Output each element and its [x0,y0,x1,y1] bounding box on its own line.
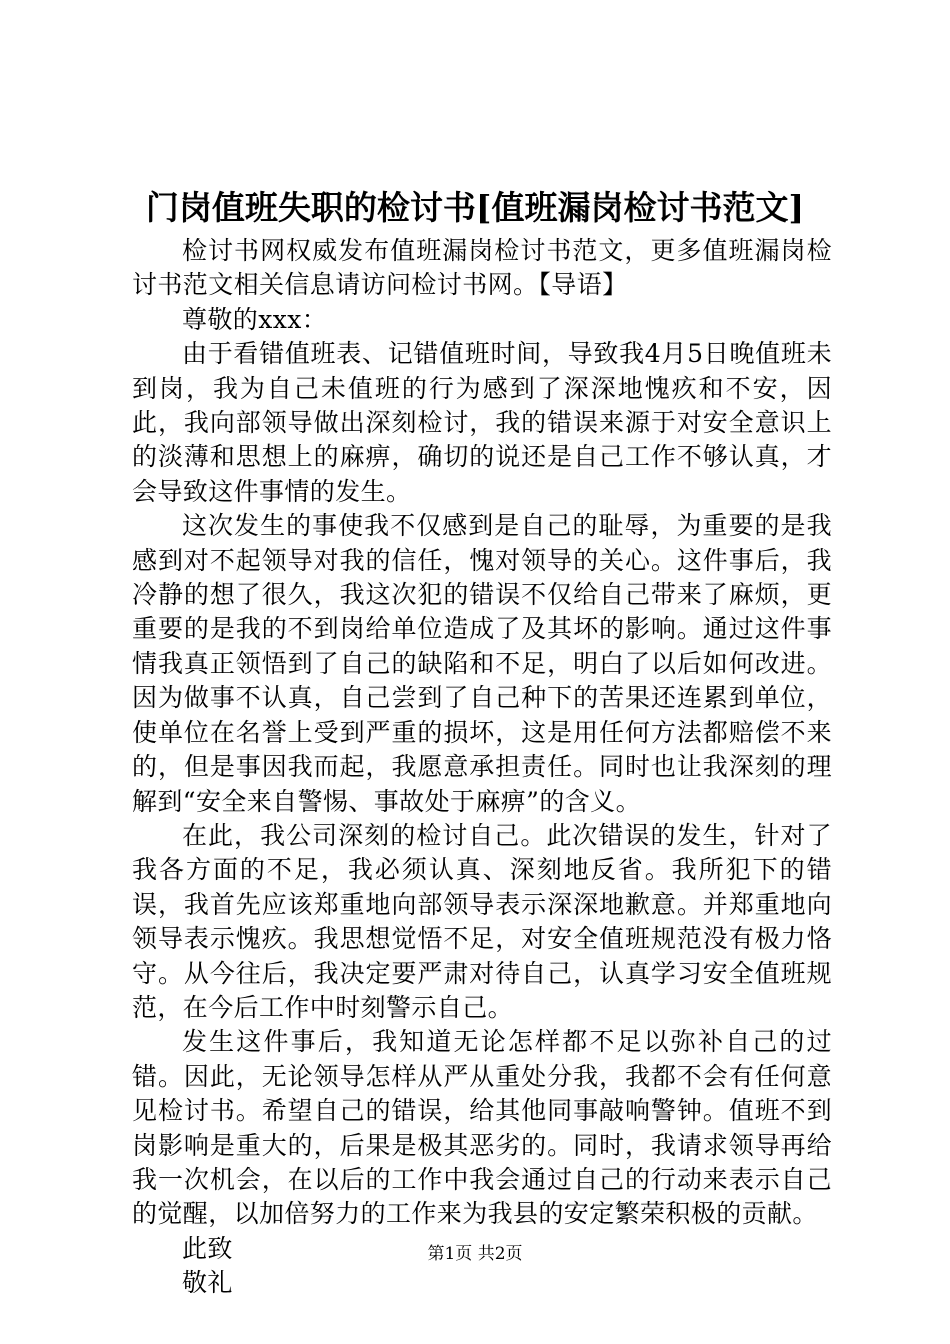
intro-paragraph: 检讨书网权威发布值班漏岗检讨书范文，更多值班漏岗检讨书范文相关信息请访问检讨书网。【导语】 [132,236,832,300]
closing-line-2: 敬礼 [182,1268,233,1298]
page-indicator: 第1页 共2页 [427,1244,523,1264]
document-title: 门岗值班失职的检讨书[值班漏岗检讨书范文] [145,188,805,227]
body-paragraph-1: 由于看错值班表、记错值班时间，导致我4月5日晚值班未到岗，我为自己未值班的行为感到了深深地愧疚和不安，因此，我向部领导做出深刻检讨，我的错误来源于对安全意识上的淡薄和思想上的麻痹，确切的说还是自己工作不够认真，才会导致这件事情的发生。 [132,339,832,506]
closing-line-1: 此致 [182,1233,233,1263]
document-body [132,234,832,1301]
salutation: 尊敬的xxx： [182,304,328,334]
body-paragraph-3: 在此，我公司深刻的检讨自己。此次错误的发生，针对了我各方面的不足，我必须认真、深刻地反省。我所犯下的错误，我首先应该郑重地向部领导表示深深地歉意。并郑重地向领导表示愧疚。我思想觉悟不足，对安全值班规范没有极力恪守。从今往后，我决定要严肃对待自己，认真学习安全值班规范，在今后工作中时刻警示自己。 [132,820,832,1022]
body-paragraph-2: 这次发生的事使我不仅感到是自己的耻辱，为重要的是我感到对不起领导对我的信任，愧对领导的关心。这件事后，我冷静的想了很久，我这次犯的错误不仅给自己带来了麻烦，更重要的是我的不到岗给单位造成了及其坏的影响。通过这件事情我真正领悟到了自己的缺陷和不足，明白了以后如何改进。因为做事不认真，自己尝到了自己种下的苦果还连累到单位，使单位在名誉上受到严重的损坏，这是用任何方法都赔偿不来的，但是事因我而起，我愿意承担责任。同时也让我深刻的理解到“安全来自警惕、事故处于麻痹”的含义。 [132,511,832,816]
body-paragraph-4: 发生这件事后，我知道无论怎样都不足以弥补自己的过错。因此，无论领导怎样从严从重处分我，我都不会有任何意见检讨书。希望自己的错误，给其他同事敲响警钟。值班不到岗影响是重大的，后果是极其恶劣的。同时，我请求领导再给我一次机会，在以后的工作中我会通过自己的行动来表示自己的觉醒，以加倍努力的工作来为我县的安定繁荣积极的贡献。 [132,1027,832,1229]
